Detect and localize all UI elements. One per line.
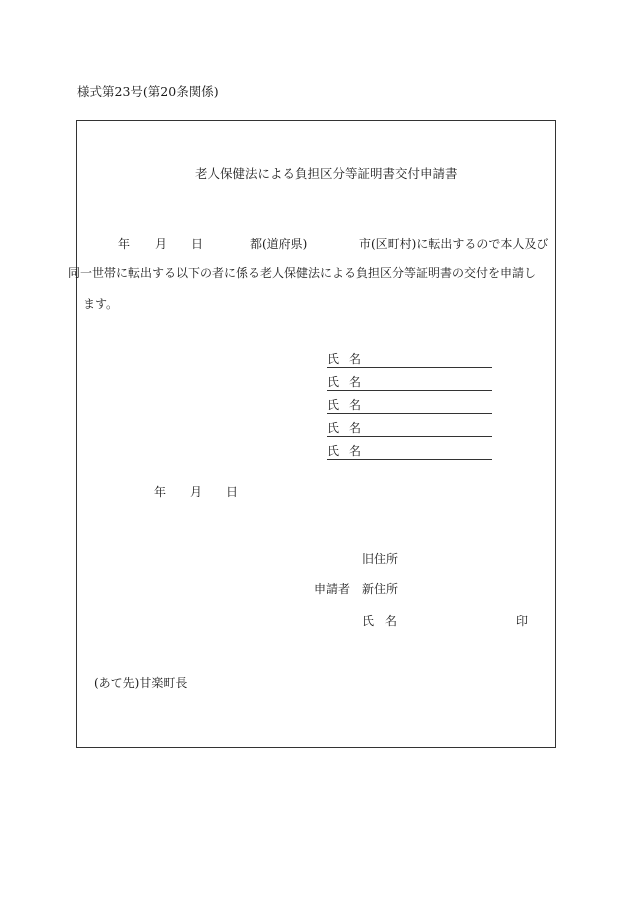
body-line-2: 同一世帯に転出する以下の者に係る老人保健法による負担区分等証明書の交付を申請し [68, 266, 537, 280]
body-city-text: 市(区町村)に転出するので本人及び [359, 237, 549, 251]
name-label-part2: 名 [349, 375, 362, 389]
name-label-part1: 氏 [327, 375, 340, 389]
form-number: 様式第23号(第20条関係) [77, 84, 219, 99]
name-field-1[interactable] [327, 352, 492, 368]
new-address-label: 新住所 [362, 582, 399, 596]
body-line-3: ます。 [83, 297, 119, 311]
form-title: 老人保健法による負担区分等証明書交付申請書 [195, 166, 458, 181]
date-day-label: 日 [226, 485, 239, 499]
body-month-label: 月 [155, 237, 168, 251]
addressee: (あて先)甘楽町長 [94, 676, 188, 690]
applicant-label: 申請者 [314, 582, 351, 596]
seal-mark: 印 [516, 614, 529, 628]
body-year-label: 年 [118, 237, 131, 251]
name-field-5[interactable] [327, 444, 492, 460]
name-field-2[interactable] [327, 375, 492, 391]
applicant-name-label-part1: 氏 [362, 614, 375, 628]
old-address-label: 旧住所 [362, 552, 399, 566]
name-label-part2: 名 [349, 398, 362, 412]
applicant-name-label-part2: 名 [385, 614, 398, 628]
date-year-label: 年 [154, 485, 167, 499]
name-field-3[interactable] [327, 398, 492, 414]
body-prefecture-label: 都(道府県) [250, 237, 308, 251]
name-label-part2: 名 [349, 421, 362, 435]
date-month-label: 月 [190, 485, 203, 499]
name-label-part2: 名 [349, 352, 362, 366]
name-label-part1: 氏 [327, 444, 340, 458]
name-label-part1: 氏 [327, 352, 340, 366]
name-label-part2: 名 [349, 444, 362, 458]
name-field-4[interactable] [327, 421, 492, 437]
name-label-part1: 氏 [327, 421, 340, 435]
name-label-part1: 氏 [327, 398, 340, 412]
body-day-label: 日 [191, 237, 204, 251]
